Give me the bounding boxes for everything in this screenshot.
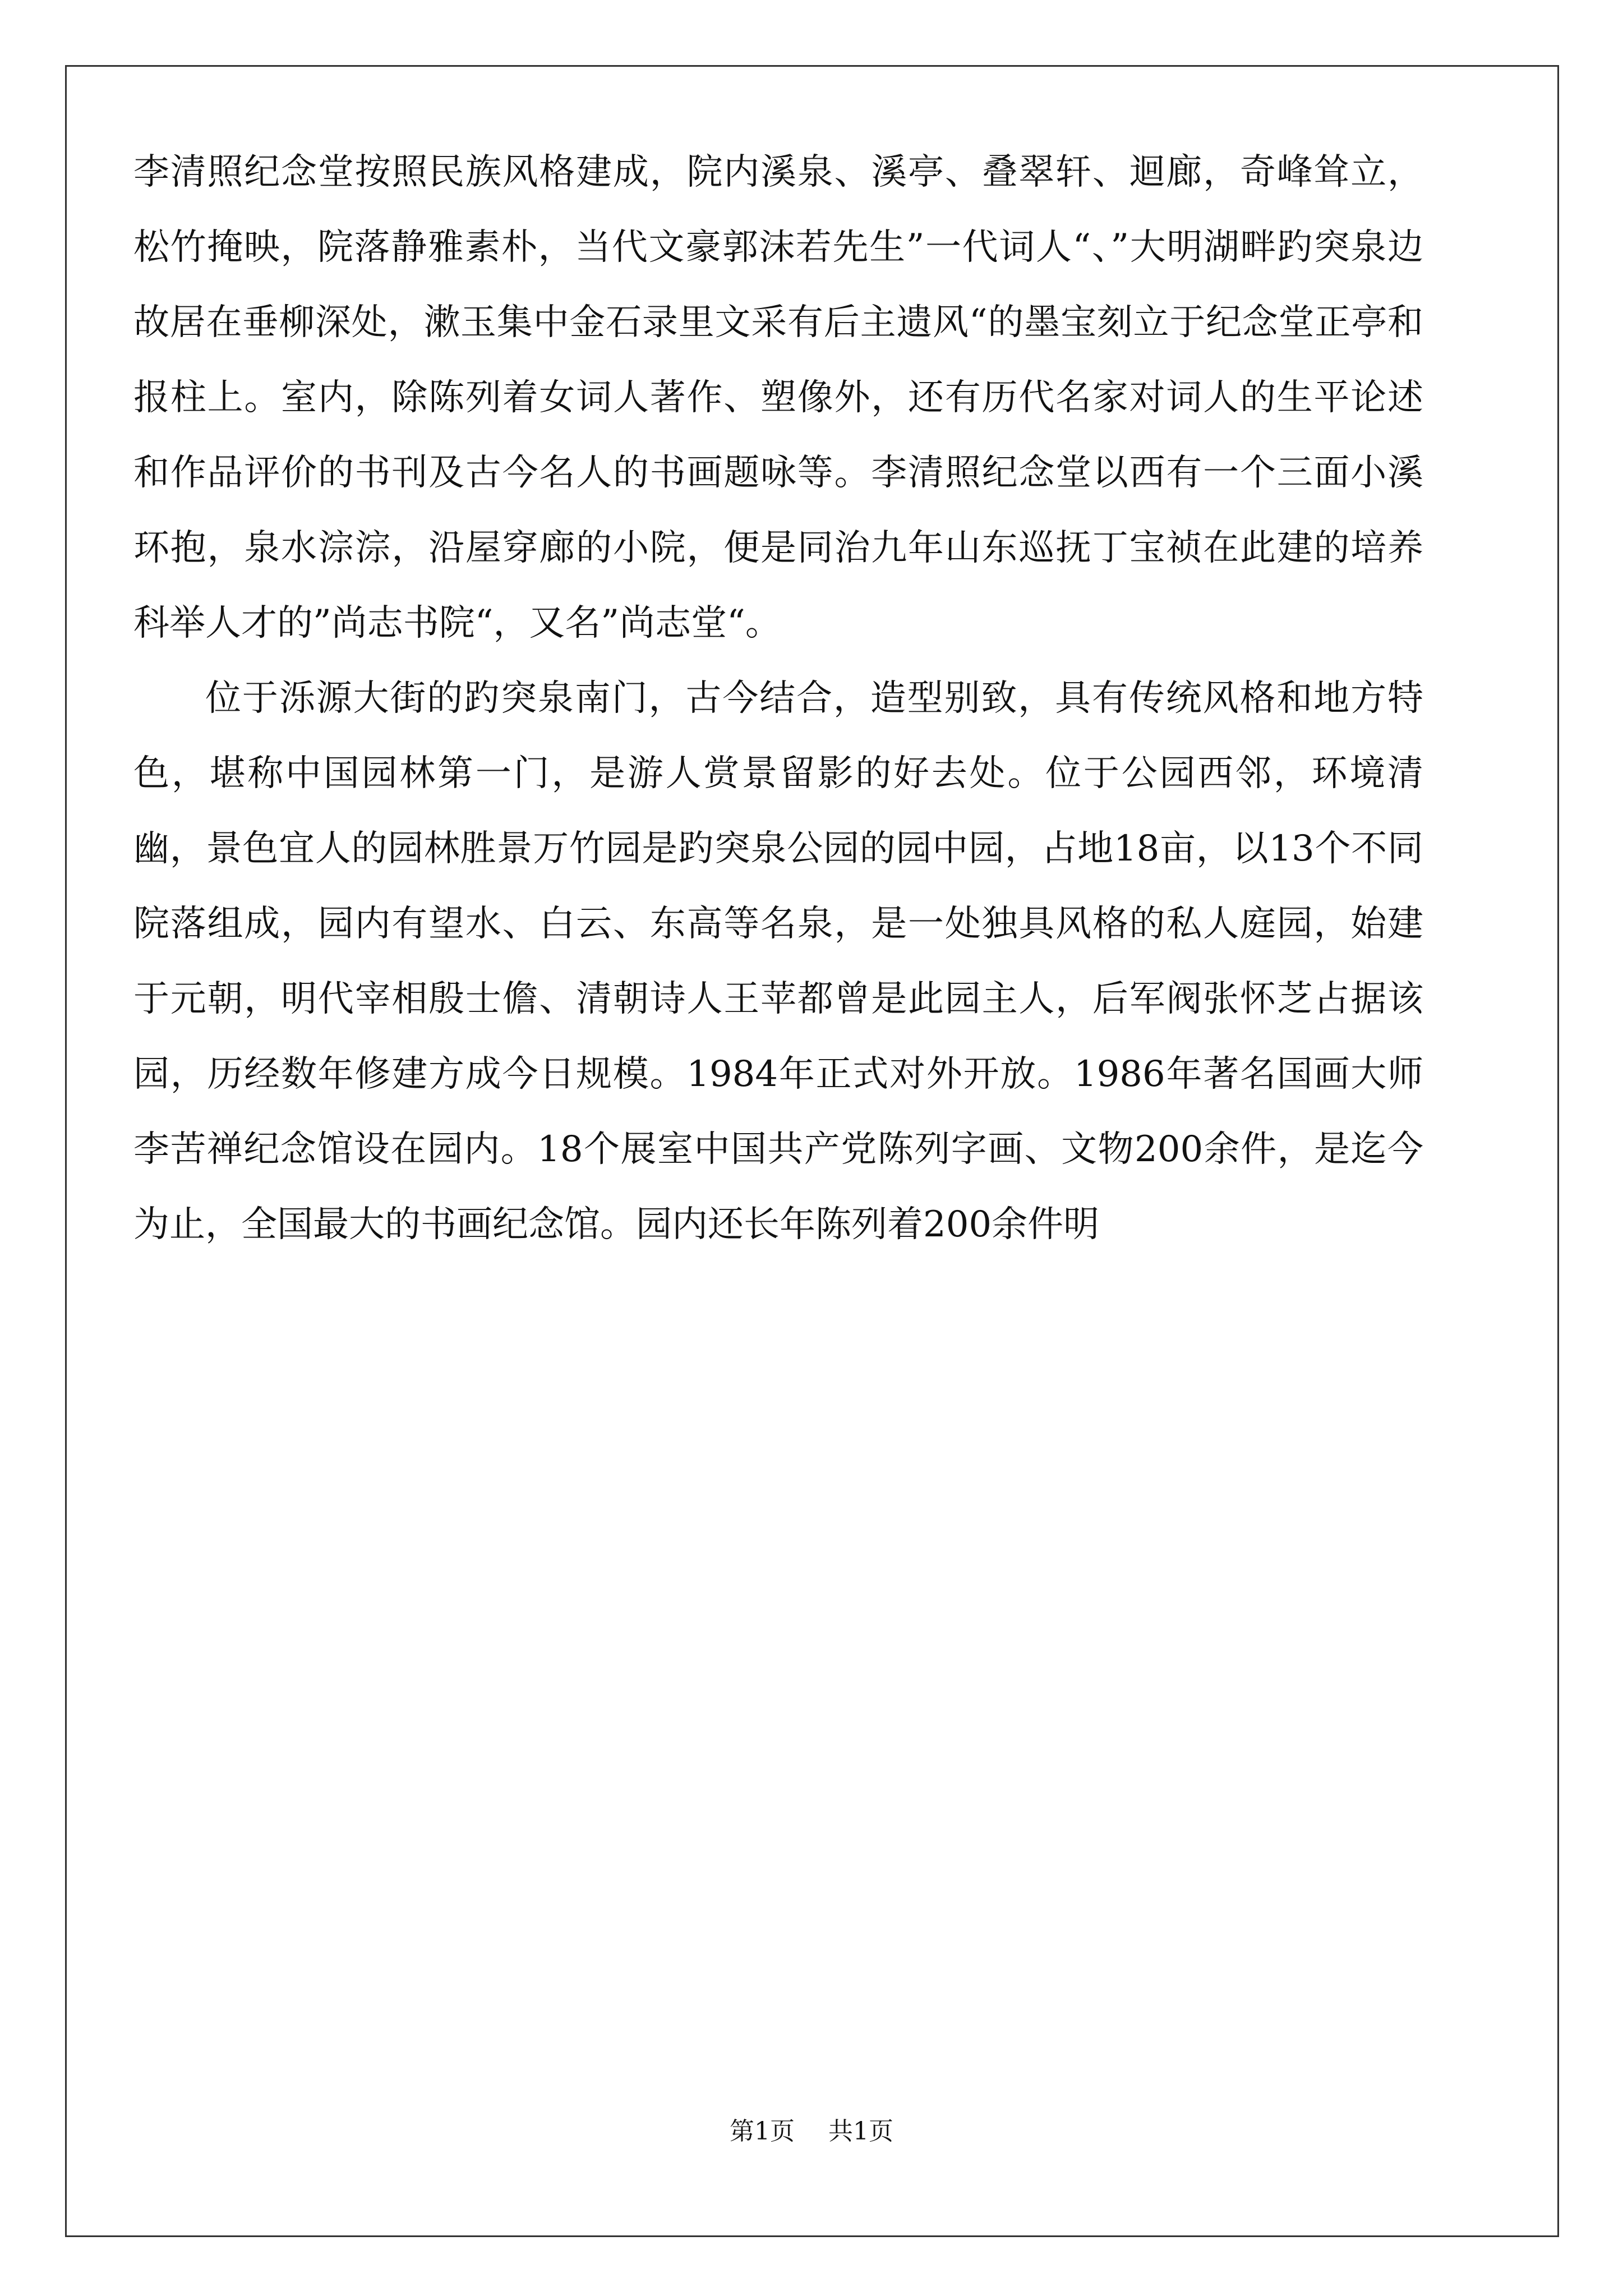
page-footer xyxy=(0,2115,1623,2148)
paragraph-1: 李清照纪念堂按照民族风格建成，院内溪泉、溪亭、叠翠轩、迴廊，奇峰耸立，松竹掩映，院落静雅素朴，当代文豪郭沫若先生”一代词人“、”大明湖畔趵突泉边故居在垂柳深处，漱玉集中金石录里文采有后主遗风“的墨宝刻立于纪念堂正亭和报柱上。室内，除陈列着女词人著作、塑像外，还有历代名家对词人的生平论述和作品评价的书刊及古今名人的书画题咏等。李清照纪念堂以西有一个三面小溪环抱，泉水淙淙，沿屋穿廊的小院，便是同治九年山东巡抚丁宝祯在此建的培养科举人才的”尚志书院“，又名”尚志堂“。 xyxy=(133,151,1423,644)
document-body xyxy=(133,135,1423,1262)
paragraph-2: 位于泺源大街的趵突泉南门，古今结合，造型别致，具有传统风格和地方特色，堪称中国园林第一门，是游人赏景留影的好去处。位于公园西邻，环境清幽，景色宜人的园林胜景万竹园是趵突泉公园的园中园，占地18亩，以13个不同院落组成，园内有望水、白云、东高等名泉，是一处独具风格的私人庭园，始建于元朝，明代宰相殷士儋、清朝诗人王苹都曾是此园主人，后军阀张怀芝占据该园，历经数年修建方成今日规模。1984年正式对外开放。1986年著名国画大师李苦禅纪念馆设在园内。18个展室中国共产党陈列字画、文物200余件，是迄今为止，全国最大的书画纪念馆。园内还长年陈列着200余件明 xyxy=(133,678,1423,1245)
page-total: 共1页 xyxy=(828,2117,893,2146)
page-number: 第1页 xyxy=(730,2117,795,2146)
